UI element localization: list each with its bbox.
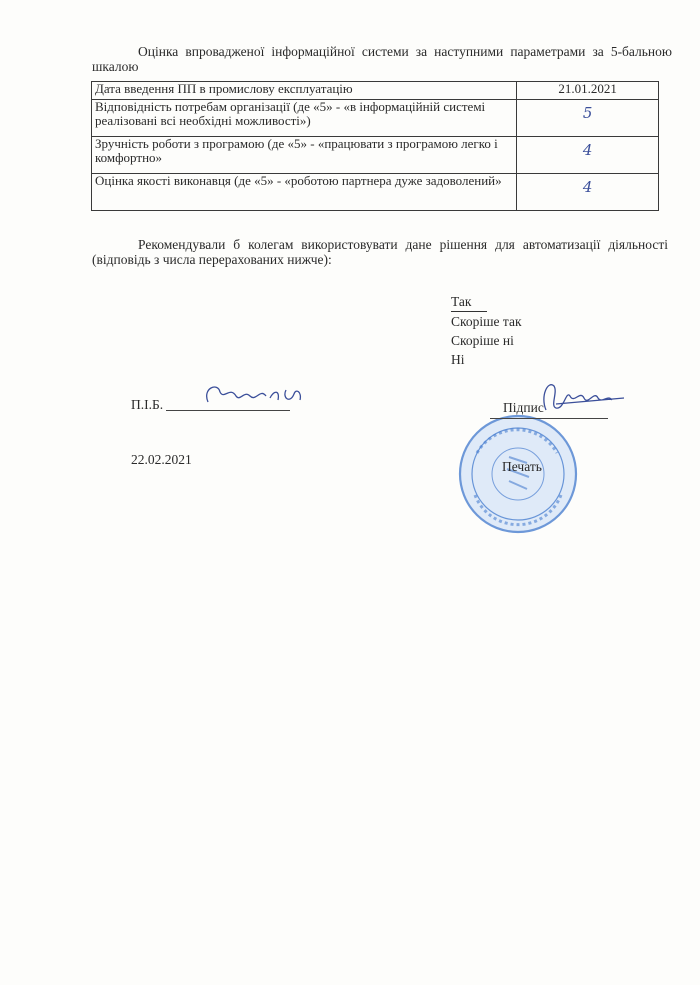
pib-label: П.І.Б. [131,397,164,412]
answer-options [451,292,522,369]
table-row [92,82,659,100]
option-item: Скоріше ні [451,333,514,348]
seal-label: Печать [502,459,542,474]
row-label: Зручність роботи з програмою (де «5» - «працювати з програмою легко і комфортно» [92,137,517,174]
row-value-cell [517,100,659,137]
document-date: 22.02.2021 [131,452,192,467]
row-value-cell [517,137,659,174]
handwritten-name [200,378,310,412]
signature-label: Підпис [503,400,544,415]
option-selected: Так [451,292,487,312]
row-label: Оцінка якості виконавця (де «5» - «роботою партнера дуже задоволений» [92,174,517,211]
intro-paragraph: Оцінка впровадженої інформаційної системи за наступними параметрами за 5-бальною шкалою [92,44,672,74]
row-value-cell [517,174,659,211]
table-row [92,100,659,137]
row-label: Дата введення ПП в промислову експлуатацію [92,82,517,100]
row-label: Відповідність потребам організації (де «5» - «в інформаційній системі реалізовані всі необхідні можливості») [92,100,517,137]
ratings-table [91,81,659,211]
table-row [92,174,659,211]
handwritten-score: 5 [582,104,593,122]
row-value: 21.01.2021 [517,82,659,100]
handwritten-score: 4 [582,178,593,196]
recommend-paragraph: Рекомендували б колегам використовувати дане рішення для автоматизації діяльності (відповідь з числа перерахованих нижче): [92,237,668,267]
option-item: Ні [451,352,465,367]
option-item: Скоріше так [451,314,522,329]
handwritten-signature [536,376,628,416]
handwritten-score: 4 [582,141,593,159]
table-row [92,137,659,174]
signature-underline [490,418,608,419]
